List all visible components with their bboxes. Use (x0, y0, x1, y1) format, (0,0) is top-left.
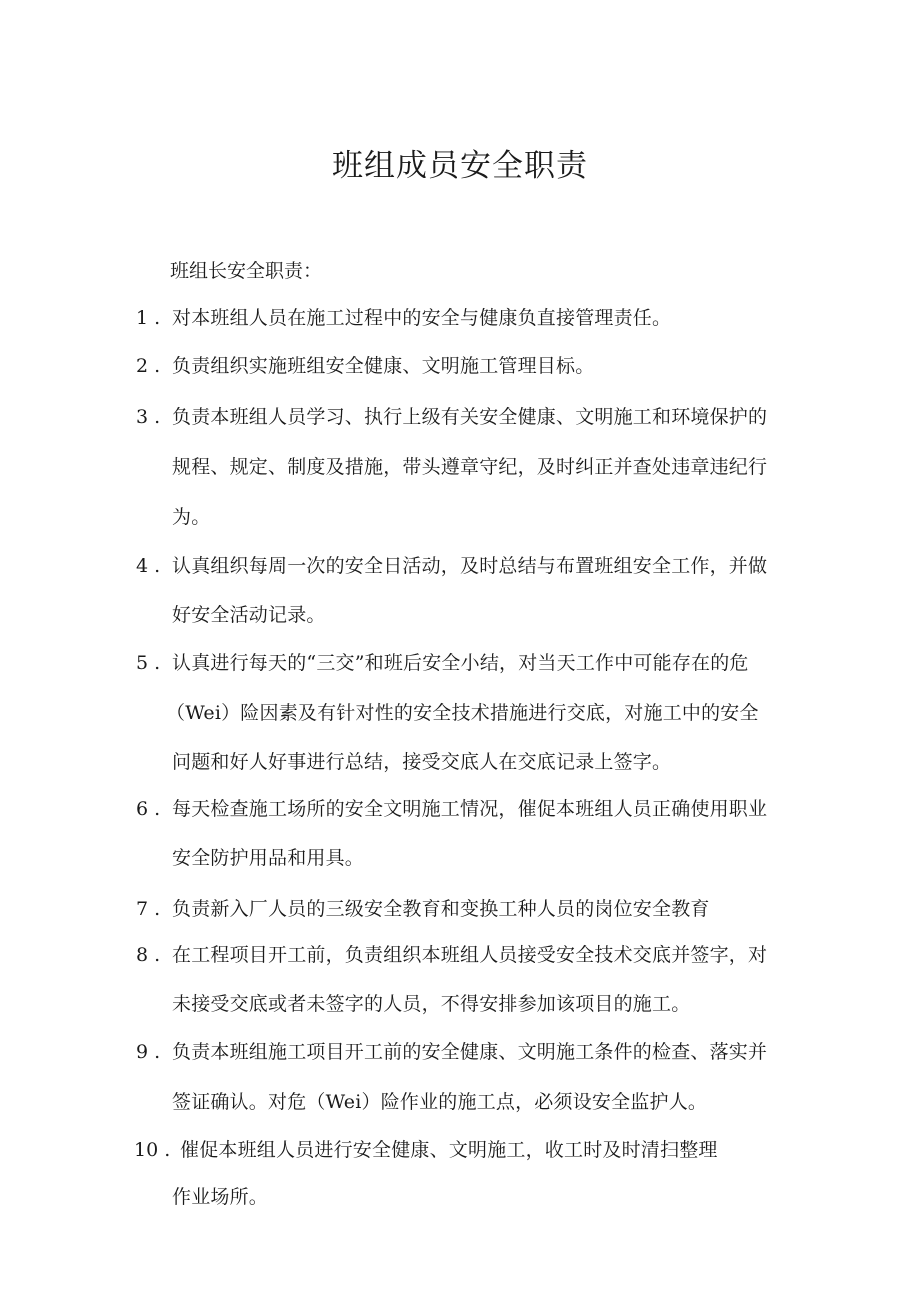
item-text-line: 为。 (172, 506, 211, 528)
item-text-line: 每天检查施工场所的安全文明施工情况，催促本班组人员正确使用职业 (172, 798, 768, 820)
item-text-line: 在工程项目开工前，负责组织本班组人员接受安全技术交底并签字，对 (172, 944, 768, 966)
item-text-line: 对本班组人员在施工过程中的安全与健康负直接管理责任。 (172, 307, 672, 329)
item-text-line: （Wei）险因素及有针对性的安全技术措施进行交底，对施工中的安全 (166, 702, 759, 724)
item-number: 6 . (136, 798, 161, 820)
item-text-line: 负责本班组施工项目开工前的安全健康、文明施工条件的检查、落实并 (172, 1041, 768, 1063)
item-text-line: 负责新入厂人员的三级安全教育和变换工种人员的岗位安全教育 (172, 898, 710, 920)
item-text-line: 负责本班组人员学习、执行上级有关安全健康、文明施工和环境保护的 (172, 406, 768, 428)
item-number: 5 . (136, 652, 161, 674)
item-text-line: 认真进行每天的“三交”和班后安全小结，对当天工作中可能存在的危 (172, 652, 749, 674)
item-text-line: 负责组织实施班组安全健康、文明施工管理目标。 (172, 355, 595, 377)
item-number: 10 . (134, 1139, 171, 1161)
item-number: 7 . (136, 898, 161, 920)
section-heading: 班组长安全职责： (170, 260, 323, 282)
item-text-line: 安全防护用品和用具。 (172, 847, 365, 869)
item-number: 8 . (136, 944, 161, 966)
item-text-line: 问题和好人好事进行总结，接受交底人在交底记录上签字。 (172, 751, 672, 773)
item-number: 1 . (136, 307, 161, 329)
item-text-line: 认真组织每周一次的安全日活动，及时总结与布置班组安全工作，并做 (172, 555, 768, 577)
page-title: 班组成员安全职责 (332, 148, 588, 184)
item-text-line: 好安全活动记录。 (172, 604, 326, 626)
item-number: 3 . (136, 406, 161, 428)
item-text-line: 签证确认。对危（Wei）险作业的施工点，必须设安全监护人。 (172, 1091, 708, 1113)
item-text-line: 未接受交底或者未签字的人员，不得安排参加该项目的施工。 (172, 993, 691, 1015)
item-number: 9 . (136, 1041, 161, 1063)
item-text-line: 作业场所。 (172, 1186, 269, 1208)
item-text-line: 催促本班组人员进行安全健康、文明施工，收工时及时清扫整理 (180, 1139, 718, 1161)
item-text-line: 规程、规定、制度及措施，带头遵章守纪，及时纠正并查处违章违纪行 (172, 456, 768, 478)
item-number: 2 . (136, 355, 161, 377)
item-number: 4 . (136, 555, 161, 577)
